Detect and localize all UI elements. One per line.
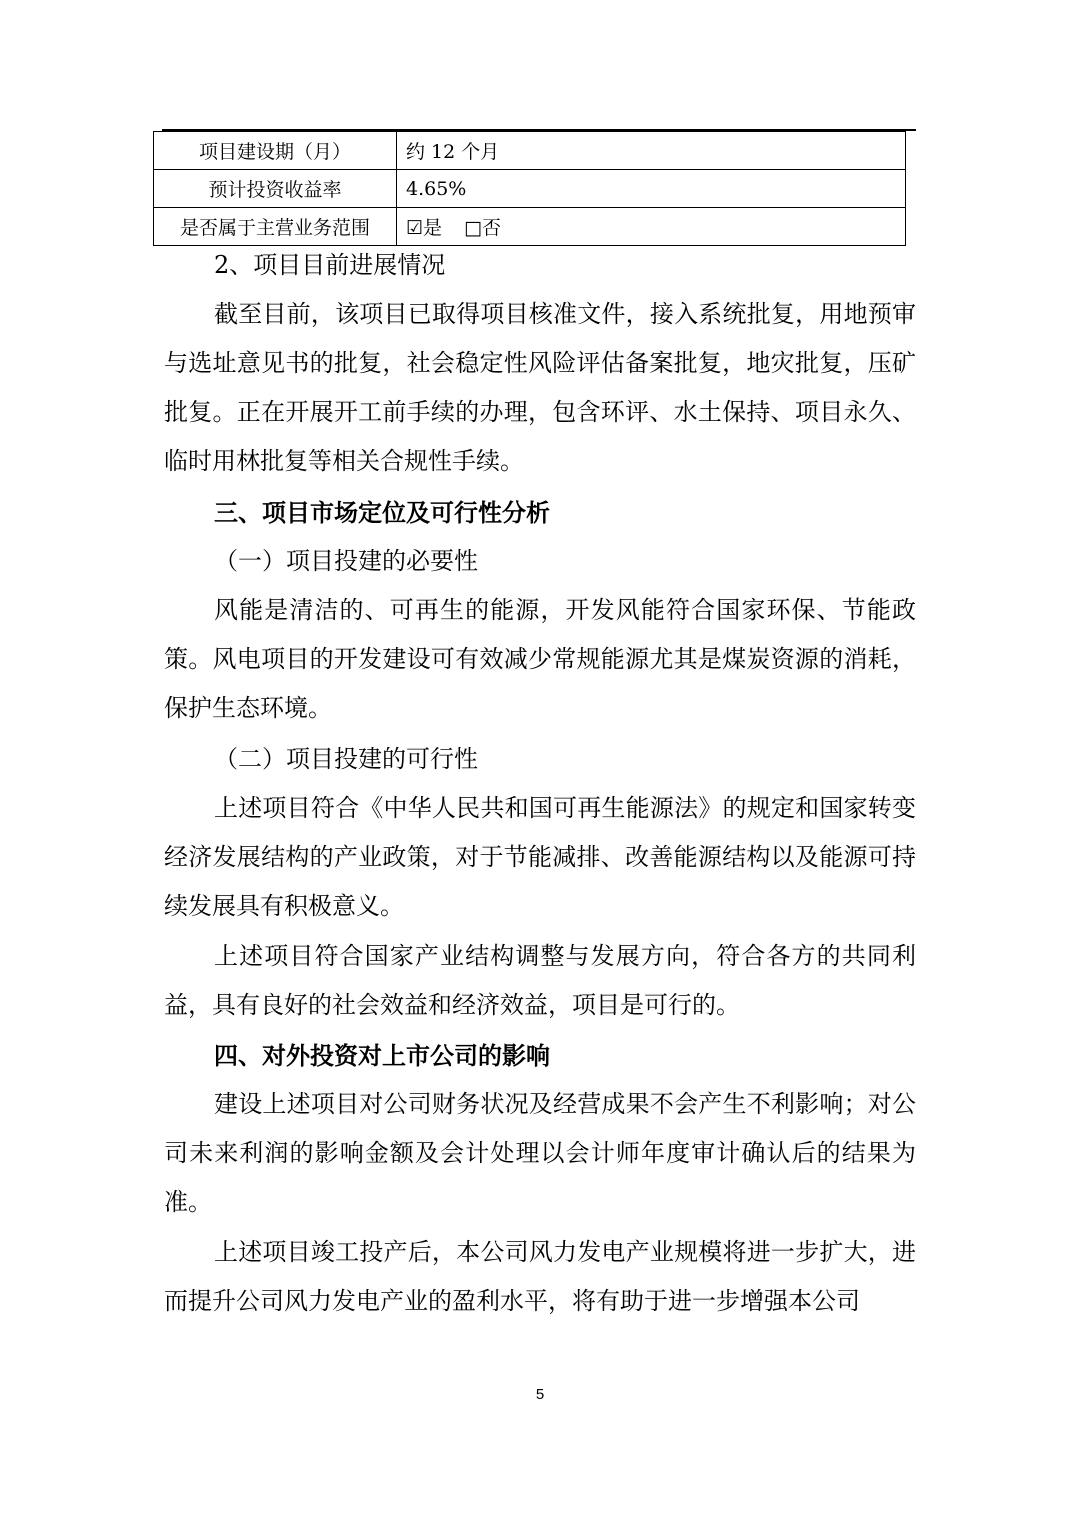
expected-return-value: 4.65% bbox=[397, 170, 906, 208]
section3-heading: 三、项目市场定位及可行性分析 bbox=[214, 498, 550, 527]
sub1-heading: （一）项目投建的必要性 bbox=[214, 547, 478, 575]
expected-return-label: 预计投资收益率 bbox=[154, 170, 397, 208]
sub2-heading: （二）项目投建的可行性 bbox=[214, 745, 478, 773]
construction-period-value: 约 12 个月 bbox=[397, 132, 906, 170]
project-info-table bbox=[153, 131, 906, 246]
table-row bbox=[154, 208, 906, 246]
table-row bbox=[154, 132, 906, 170]
section4-paragraph-2: 上述项目竣工投产后，本公司风力发电产业规模将进一步扩大，进而提升公司风力发电产业的盈利水平，将有助于进一步增强本公司 bbox=[164, 1238, 916, 1315]
page-number: 5 bbox=[535, 1386, 545, 1403]
section4-paragraph-1: 建设上述项目对公司财务状况及经营成果不会产生不利影响；对公司未来利润的影响金额及会计处理以会计师年度审计确认后的结果为准。 bbox=[164, 1090, 916, 1216]
progress-heading: 2、项目目前进展情况 bbox=[214, 251, 446, 279]
section4-heading: 四、对外投资对上市公司的影响 bbox=[214, 1041, 550, 1070]
main-business-label: 是否属于主营业务范围 bbox=[154, 208, 397, 246]
sub2-paragraph-1: 上述项目符合《中华人民共和国可再生能源法》的规定和国家转变经济发展结构的产业政策，对于节能减排、改善能源结构以及能源可持续发展具有积极意义。 bbox=[164, 794, 916, 920]
table-row bbox=[154, 170, 906, 208]
sub1-paragraph: 风能是清洁的、可再生的能源，开发风能符合国家环保、节能政策。风电项目的开发建设可有效减少常规能源尤其是煤炭资源的消耗，保护生态环境。 bbox=[164, 596, 916, 722]
construction-period-label: 项目建设期（月） bbox=[154, 132, 397, 170]
progress-paragraph: 截至目前，该项目已取得项目核准文件，接入系统批复，用地预审与选址意见书的批复，社会稳定性风险评估备案批复，地灾批复，压矿批复。正在开展开工前手续的办理，包含环评、水土保持、项目永久、临时用林批复等相关合规性手续。 bbox=[164, 300, 916, 475]
yes-checked-checkbox: ☑是 bbox=[406, 217, 443, 239]
no-unchecked-checkbox: □否 bbox=[464, 217, 501, 239]
sub2-paragraph-2: 上述项目符合国家产业结构调整与发展方向，符合各方的共同利益，具有良好的社会效益和经济效益，项目是可行的。 bbox=[164, 942, 916, 1019]
main-business-value bbox=[397, 208, 906, 246]
